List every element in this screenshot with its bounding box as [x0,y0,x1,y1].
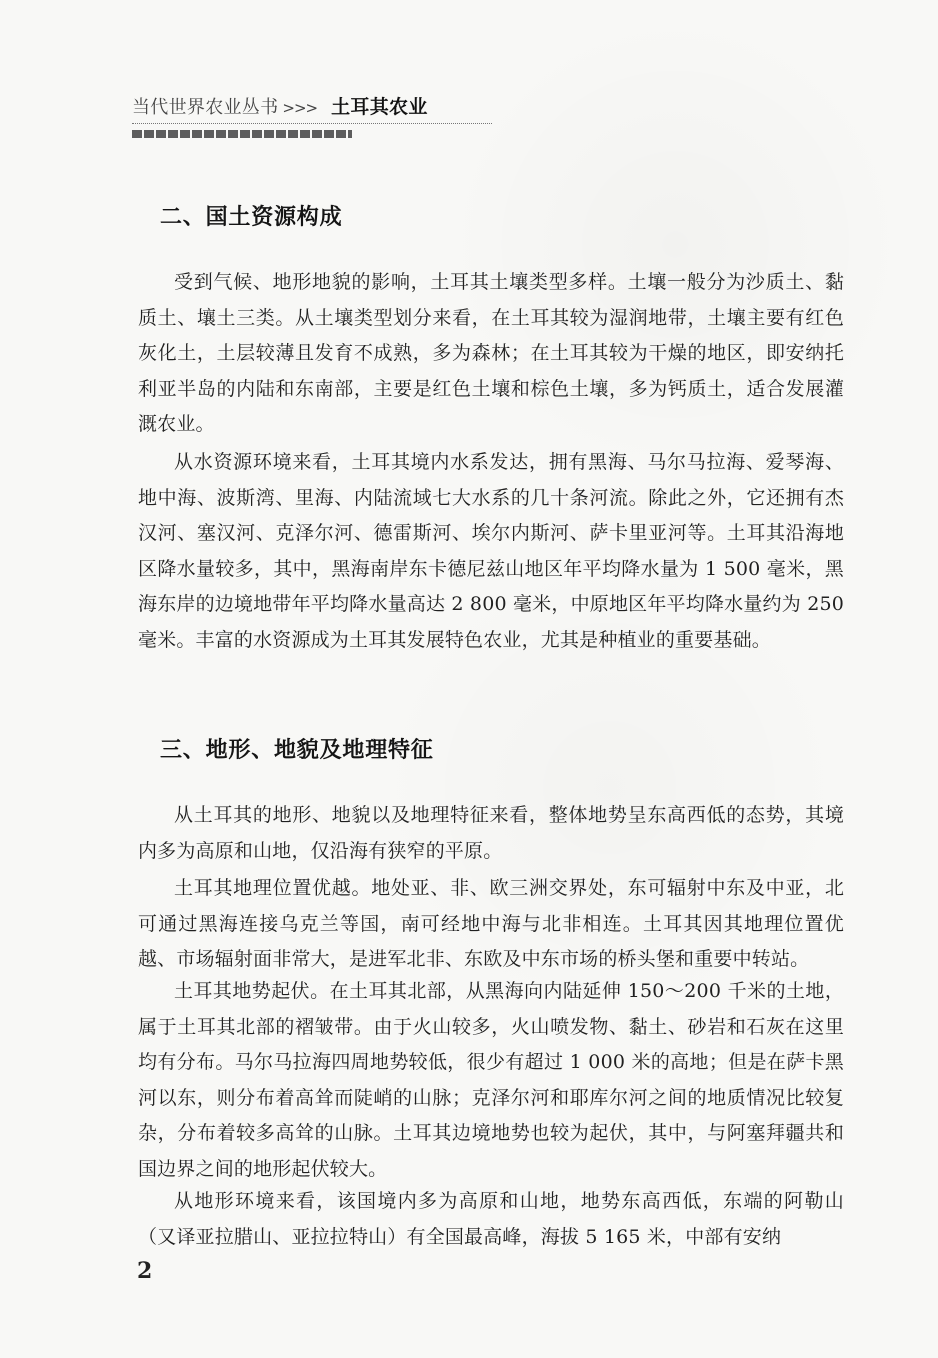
paragraph-water-resources: 从水资源环境来看，土耳其境内水系发达，拥有黑海、马尔马拉海、爱琴海、地中海、波斯湾、里海、内陆流域七大水系的几十条河流。除此之外，它还拥有杰汉河、塞汉河、克泽尔河、德雷斯河、埃尔内斯河、萨卡里亚河等。土耳其沿海地区降水量较多，其中，黑海南岸东卡德尼兹山地区年平均降水量为 1 500 毫米，黑海东岸的边境地带年平均降水量高达 2 800 毫米，中原地区年平均降水量约为 250 毫米。丰富的水资源成为土耳其发展特色农业，尤其是种植业的重要基础。 [138,451,844,651]
header-arrows: >>> [282,99,318,117]
section-heading-terrain: 三、地形、地貌及地理特征 [160,738,434,763]
paragraph-soil-types: 受到气候、地形地貌的影响，土耳其土壤类型多样。土壤一般分为沙质土、黏质土、壤土三类。从土壤类型划分来看，在土耳其较为湿润地带，土壤主要有红色灰化土，土层较薄且发育不成熟，多为森林；在土耳其较为干燥的地区，即安纳托利亚半岛的内陆和东南部，主要是红色土壤和棕色土壤，多为钙质土，适合发展灌溉农业。 [138,271,844,435]
header-text-line [132,92,428,119]
paragraph-terrain-overview: 从土耳其的地形、地貌以及地理特征来看，整体地势呈东高西低的态势，其境内多为高原和山地，仅沿海有狭窄的平原。 [138,804,844,862]
header-dotted-rule [132,123,492,124]
paragraph-geographic-location: 土耳其地理位置优越。地处亚、非、欧三洲交界处，东可辐射中东及中亚，北可通过黑海连接乌克兰等国，南可经地中海与北非相连。土耳其因其地理位置优越、市场辐射面非常大，是进军北非、东欧及中东市场的桥头堡和重要中转站。 [138,877,844,970]
series-title: 当代世界农业丛书 [132,97,279,118]
header-decorative-bars [132,130,352,138]
section-heading-land-resources: 二、国土资源构成 [160,205,343,230]
book-title: 土耳其农业 [331,96,428,118]
page-number: 2 [137,1258,153,1284]
paragraph-terrain-relief: 土耳其地势起伏。在土耳其北部，从黑海向内陆延伸 150～200 千米的土地，属于土耳其北部的褶皱带。由于火山较多，火山喷发物、黏土、砂岩和石灰在这里均有分布。马尔马拉海四周地势较低，很少有超过 1 000 米的高地；但是在萨卡黑河以东，则分布着高耸而陡峭的山脉；克泽尔河和耶库尔河之间的地质情况比较复杂，分布着较多高耸的山脉。土耳其边境地势也较为起伏，其中，与阿塞拜疆共和国边界之间的地形起伏较大。 [138,980,844,1180]
running-header [132,92,492,142]
paragraph-terrain-environment: 从地形环境来看，该国境内多为高原和山地，地势东高西低，东端的阿勒山（又译亚拉腊山、亚拉拉特山）有全国最高峰，海拔 5 165 米，中部有安纳 [138,1190,844,1248]
